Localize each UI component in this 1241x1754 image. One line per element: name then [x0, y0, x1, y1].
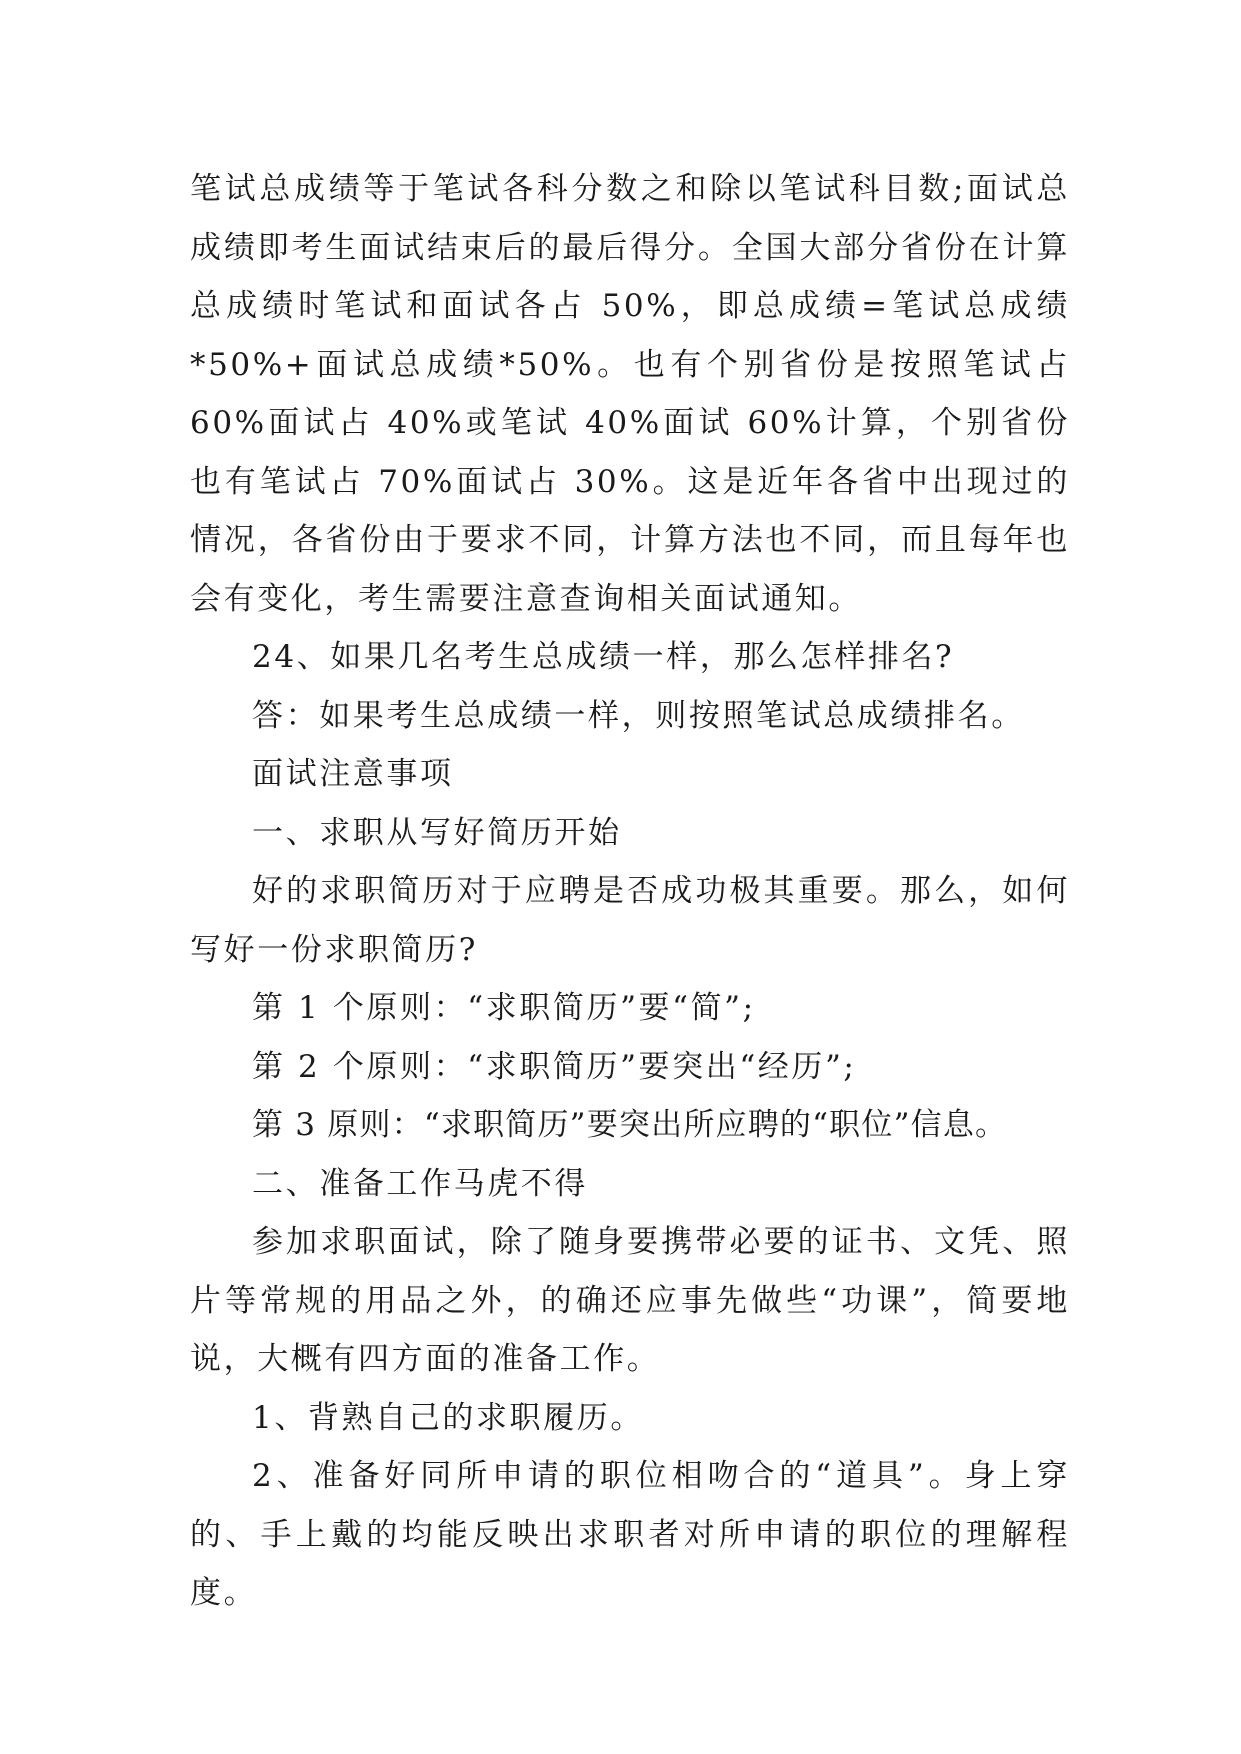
paragraph-preparation: 参加求职面试，除了随身要携带必要的证书、文凭、照片等常规的用品之外，的确还应事先做些“功课”，简要地说，大概有四方面的准备工作。: [190, 1224, 1070, 1377]
list-item-principle-1: 第 1 个原则：“求职简历”要“简”;: [252, 990, 756, 1026]
paragraph-score-calculation: 笔试总成绩等于笔试各科分数之和除以笔试科目数;面试总成绩即考生面试结束后的最后得分。全国大部分省份在计算总成绩时笔试和面试各占 50%，即总成绩=笔试总成绩*50%+面试总成绩*50%。也有个别省份是按照笔试占 60%面试占 40%或笔试 40%面试 60%计算，个别省份也有笔试占 70%面试占 30%。这是近年各省中出现过的情况，各省份由于要求不同，计算方法也不同，而且每年也会有变化，考生需要注意查询相关面试通知。: [190, 171, 1070, 617]
list-item-preparation-2: 2、准备好同所申请的职位相吻合的“道具”。身上穿的、手上戴的均能反映出求职者对所申请的职位的理解程度。: [190, 1458, 1070, 1611]
list-item-preparation-1: 1、背熟自己的求职履历。: [252, 1399, 644, 1436]
paragraph-resume-importance: 好的求职简历对于应聘是否成功极其重要。那么，如何写好一份求职简历?: [190, 873, 1070, 968]
document-body: [190, 160, 1070, 1623]
section-heading-interview-notes: 面试注意事项: [252, 756, 454, 792]
paragraph-answer-24: 答：如果考生总成绩一样，则按照笔试总成绩排名。: [252, 697, 1025, 734]
list-item-principle-2: 第 2 个原则：“求职简历”要突出“经历”;: [252, 1048, 857, 1085]
subheading-preparation: 二、准备工作马虎不得: [252, 1165, 588, 1202]
paragraph-question-24: 24、如果几名考生总成绩一样，那么怎样排名?: [252, 639, 955, 675]
subheading-resume: 一、求职从写好简历开始: [252, 814, 622, 851]
list-item-principle-3: 第 3 原则：“求职简历”要突出所应聘的“职位”信息。: [252, 1107, 1008, 1143]
